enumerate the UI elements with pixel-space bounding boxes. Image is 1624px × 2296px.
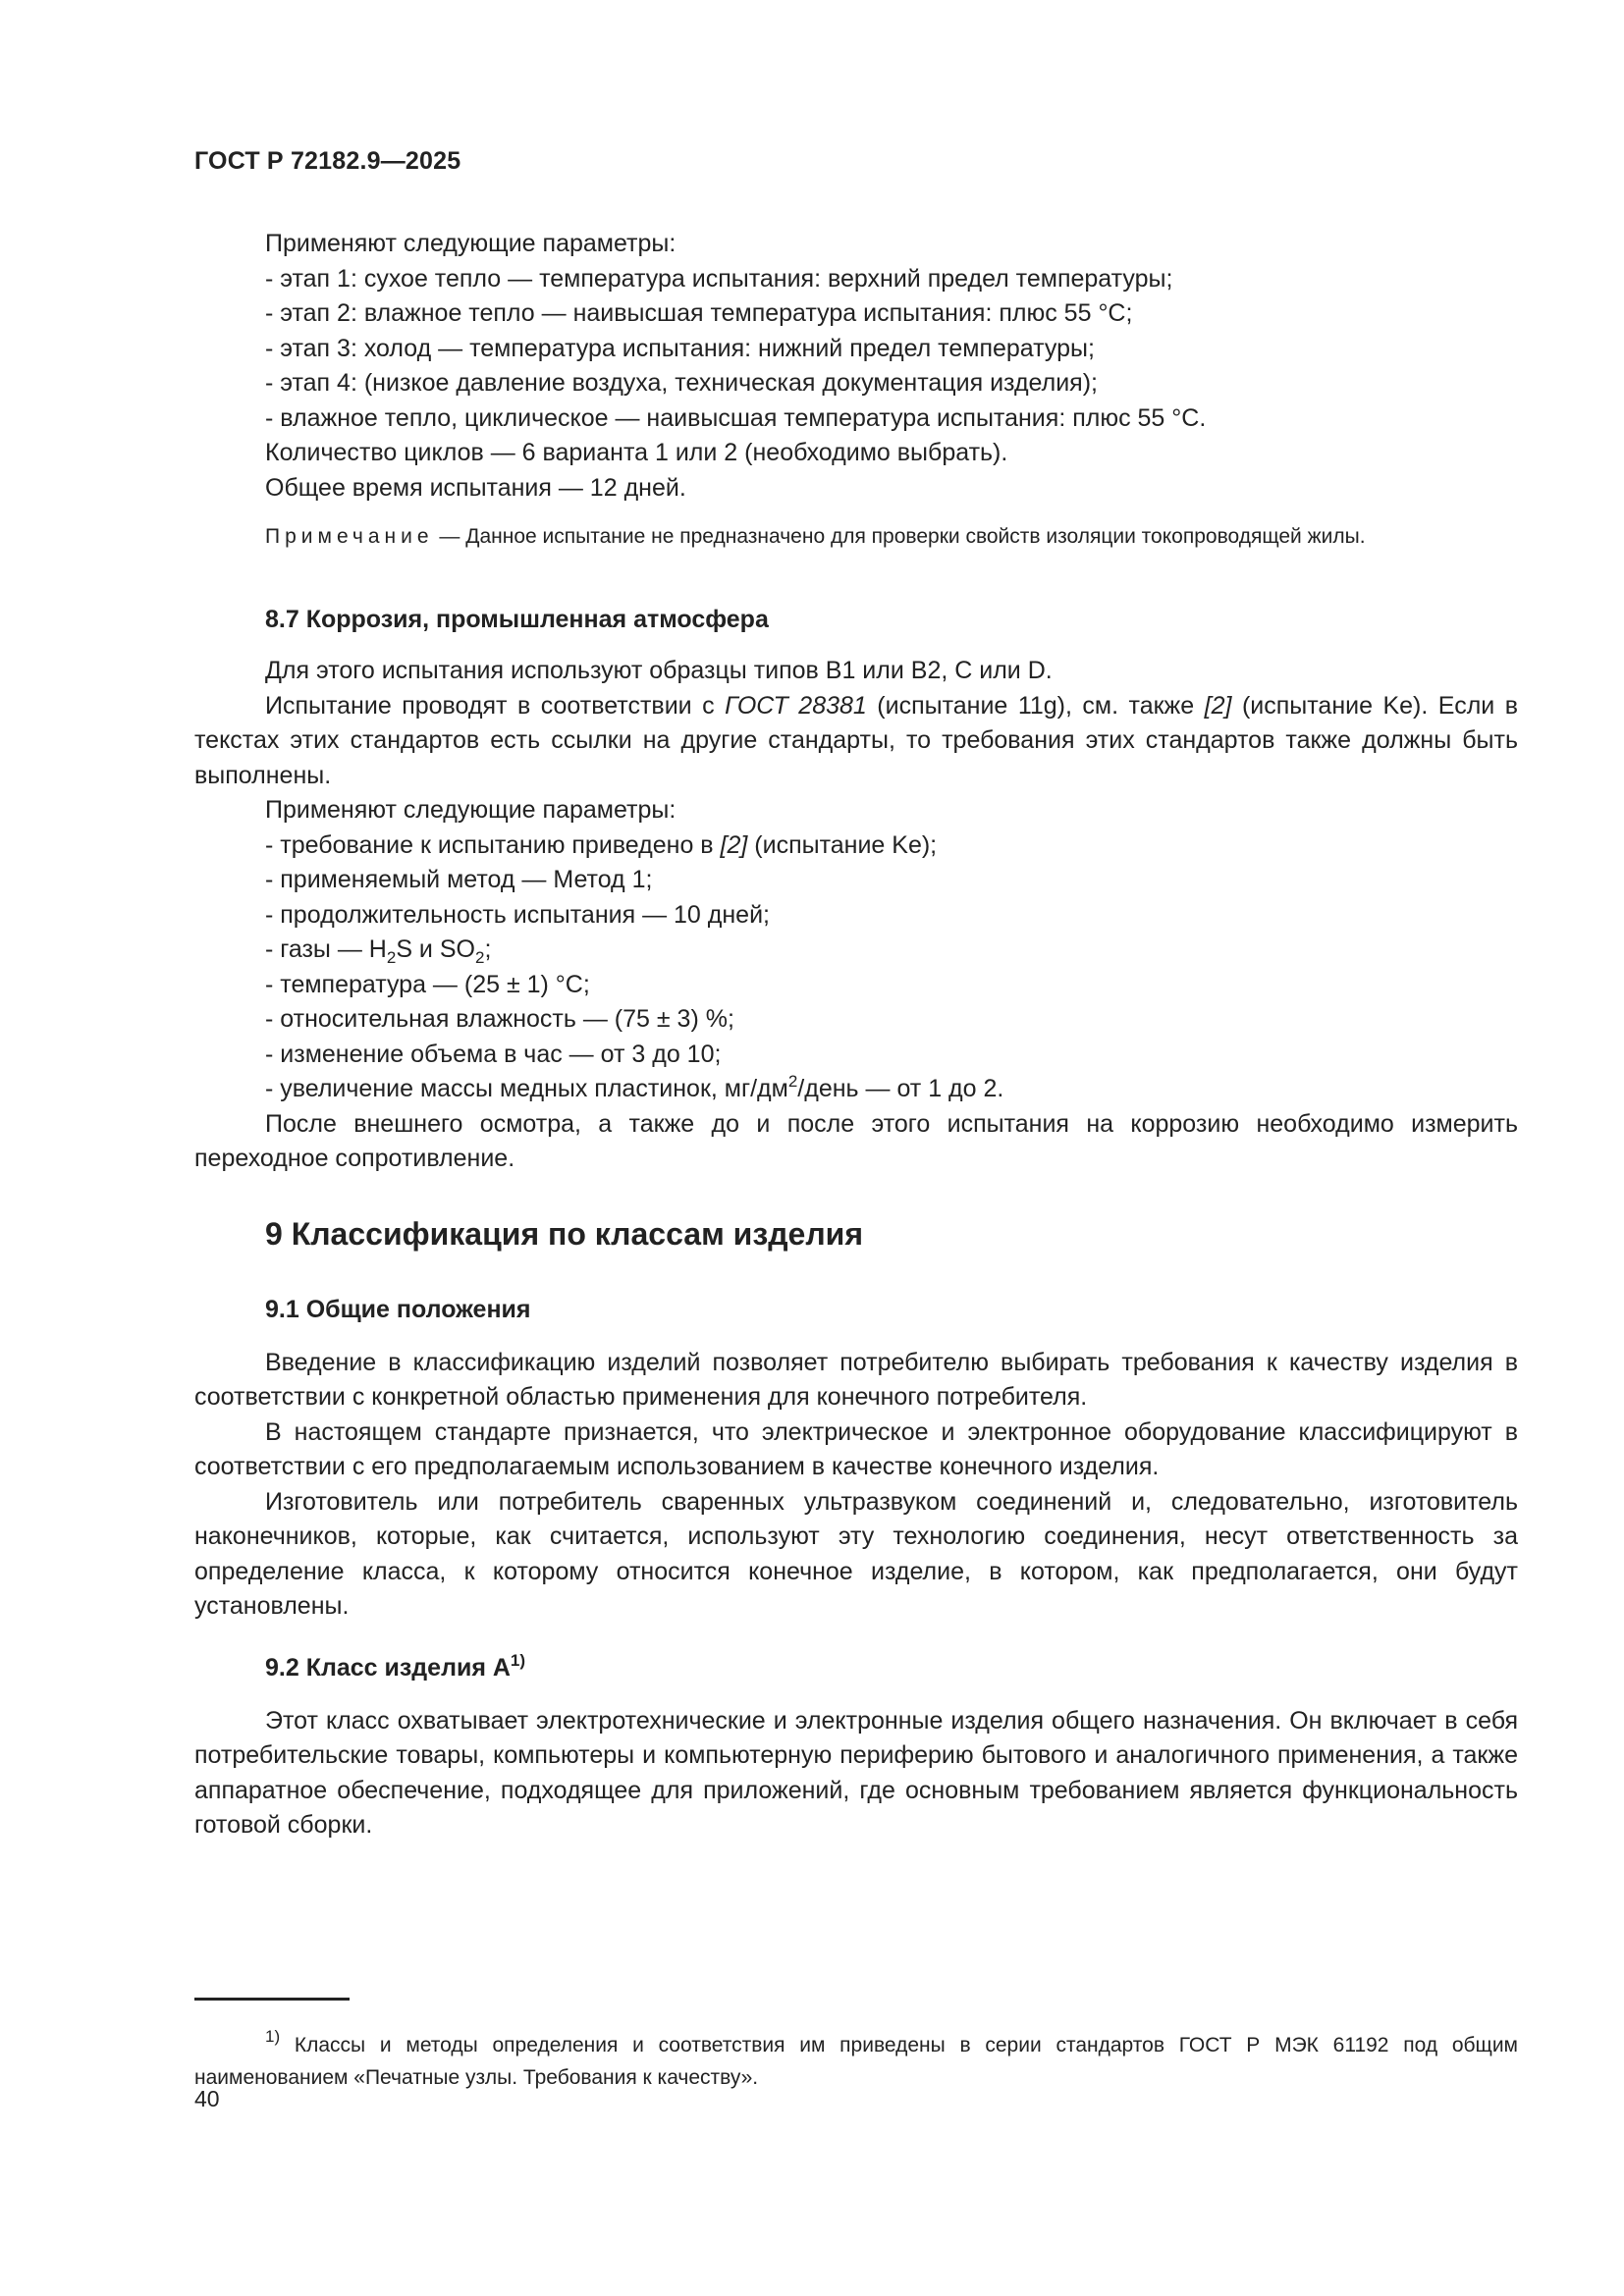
section-9-1-p2: В настоящем стандарте признается, что электрическое и электронное оборудование классифицируют в соответствии с его предполагаемым использованием в качестве конечного изделия. (194, 1417, 1518, 1480)
reference-link[interactable]: [2] (1204, 691, 1232, 720)
text-run: (испытание 11g), см. также (866, 691, 1205, 720)
text-run: /день — от 1 до 2. (797, 1075, 1004, 1102)
list-item: - продолжительность испытания — 10 дней; (265, 900, 770, 929)
list-item: - влажное тепло, циклическое — наивысшая температура испытания: плюс 55 °С. (265, 403, 1207, 432)
section-8-7-p1: Для этого испытания используют образцы типов В1 или В2, С или D. (265, 657, 1053, 684)
list-item: - относительная влажность — (75 ± 3) %; (265, 1005, 734, 1033)
text-run: (испытание Ke); (747, 830, 938, 859)
text-run: S и SO (396, 935, 475, 963)
footnote (194, 2029, 1518, 2094)
section-8-7-closing: После внешнего осмотра, а также до и после этого испытания на коррозию необходимо измерить переходное сопротивление. (194, 1109, 1518, 1172)
reference-link[interactable]: ГОСТ 28381 (725, 691, 867, 720)
section-9-2-title (265, 1650, 1518, 1682)
text-run: Испытание проводят в соответствии с (265, 691, 726, 720)
page-number: 40 (194, 2086, 220, 2111)
section-9-2-p1: Этот класс охватывает электротехнические и электронные изделия общего назначения. Он включает в себя потребительские товары, компьютеры и компьютерную периферию бытового и аналогичного применения, а также аппаратное обеспечение, подходящее для приложений, где основным требованием является функциональность готовой сборки. (194, 1706, 1518, 1839)
list-item: - этап 2: влажное тепло — наивысшая температура испытания: плюс 55 °С; (265, 299, 1133, 327)
list-item: - температура — (25 ± 1) °С; (265, 970, 590, 998)
list-item (194, 1072, 1518, 1107)
heading-text: 9.2 Класс изделия А (265, 1653, 511, 1682)
section-8-7-title: 8.7 Коррозия, промышленная атмосфера (265, 606, 769, 633)
list-item: - этап 1: сухое тепло — температура испытания: верхний предел температуры; (265, 264, 1173, 293)
reference-link[interactable]: [2] (720, 830, 748, 859)
cycles-text: Количество циклов — 6 варианта 1 или 2 (необходимо выбрать). (265, 439, 1008, 466)
footnote-ref[interactable]: 1) (510, 1650, 526, 1670)
section-9-1-p1: Введение в классификацию изделий позволяет потребителю выбирать требования к качеству изделия в соответствии с конкретной областью применения для конечного потребителя. (194, 1348, 1518, 1411)
list-item: - применяемый метод — Метод 1; (265, 866, 653, 893)
section-9-1-title: 9.1 Общие положения (265, 1295, 531, 1323)
text-run: ; (484, 935, 492, 963)
document-header: ГОСТ Р 72182.9—2025 (194, 147, 461, 175)
section-9-title: 9 Классификация по классам изделия (265, 1215, 863, 1252)
list-item (194, 933, 1518, 968)
superscript: 2 (787, 1072, 798, 1091)
footnote-text: Классы и методы определения и соответствия им приведены в серии стандартов ГОСТ Р МЭК 61192 под общим наименованием «Печатные узлы. Требования к качеству». (194, 2034, 1518, 2089)
note-label: Примечание (265, 525, 434, 548)
list-item: - этап 4: (низкое давление воздуха, техническая документация изделия); (265, 369, 1098, 397)
page-body (194, 147, 1518, 1843)
footnote-marker: 1) (265, 2027, 281, 2046)
section-8-7-p2 (194, 689, 1518, 794)
text-run: - газы — H (265, 935, 387, 963)
subscript: 2 (474, 948, 485, 967)
note-text: — Данное испытание не предназначено для проверки свойств изоляции токопроводящей жилы. (433, 525, 1366, 548)
section-9-1-p3: Изготовитель или потребитель сваренных ультразвуком соединений и, следовательно, изготовитель наконечников, которые, как считается, используют эту технологию соединения, несут ответственность за определение класса, к которому относится конечное изделие, в котором, как предполагается, они будут установлены. (194, 1487, 1518, 1620)
text-run: - увеличение массы медных пластинок, мг/дм (265, 1075, 788, 1102)
params-lead: Применяют следующие параметры: (265, 230, 677, 257)
total-time-text: Общее время испытания — 12 дней. (265, 473, 686, 502)
list-item: - изменение объема в час — от 3 до 10; (265, 1040, 722, 1068)
list-item: - этап 3: холод — температура испытания: нижний предел температуры; (265, 334, 1095, 362)
subscript: 2 (386, 948, 397, 967)
note (194, 521, 1518, 553)
text-run: (испытание Ke). Если в текстах этих стандартов есть ссылки на другие стандарты, то требования этих стандартов также должны быть выполнены. (194, 691, 1519, 789)
text-run: - требование к испытанию приведено в (265, 830, 721, 859)
footnote-divider (194, 1998, 350, 2001)
list-item (194, 828, 1518, 864)
params-lead: Применяют следующие параметры: (265, 796, 677, 824)
